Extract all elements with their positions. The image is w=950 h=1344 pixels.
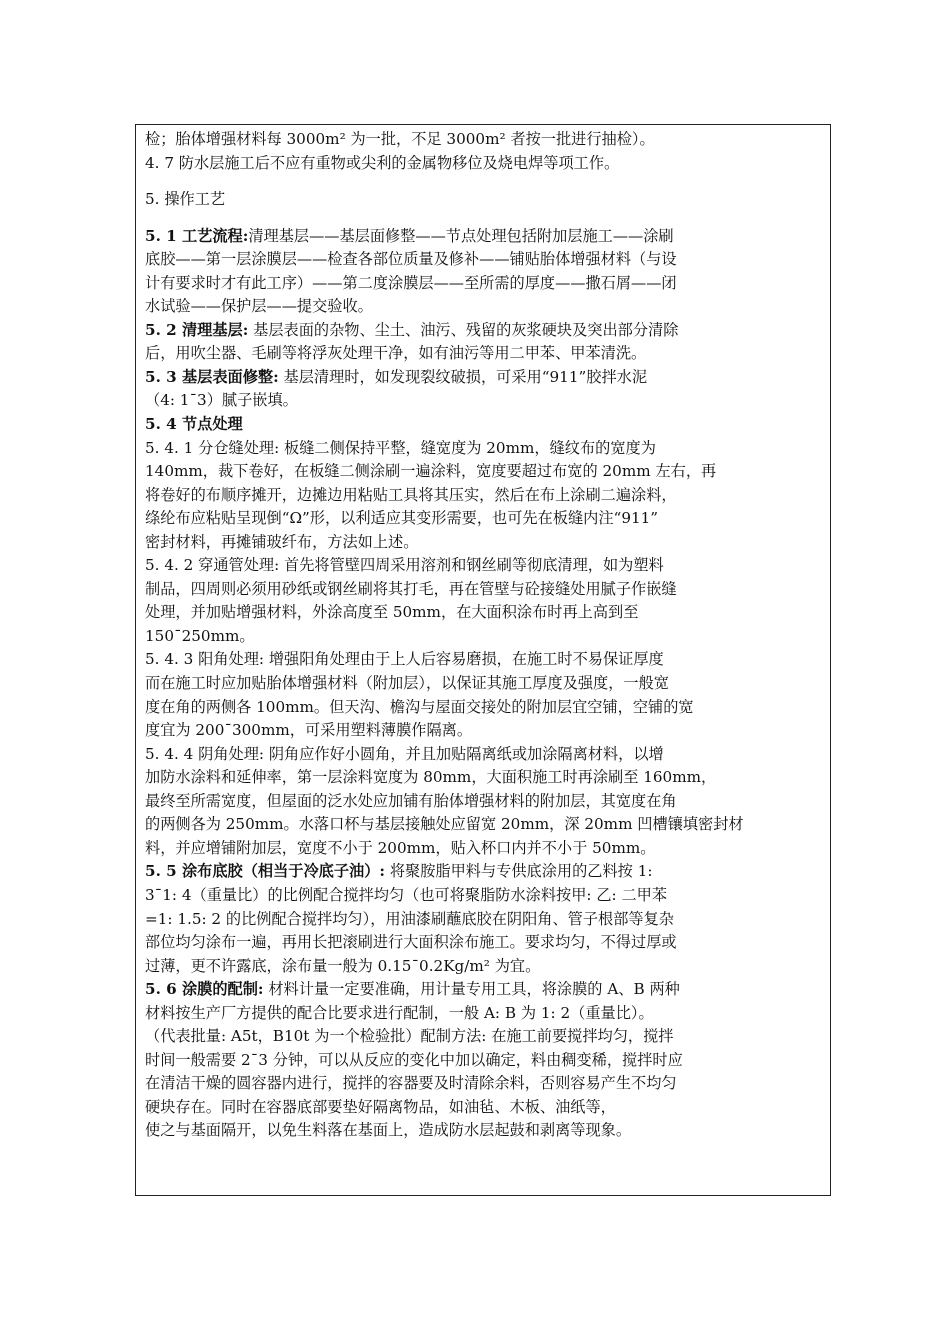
line-text: 材料计量一定要准确，用计量专用工具，将涂膜的 A、B 两种 (263, 980, 680, 999)
line-text: 基层清理时，如发现裂纹破损，可采用“911”胶拌水泥 (278, 367, 648, 386)
text-line (145, 719, 825, 743)
line-text: 过薄，更不许露底，涂布量一般为 0.15¯0.2Kg/m² 为宜。 (145, 956, 541, 975)
line-text: 将聚胺脂甲料与专供底涂用的乙料按 1: (385, 862, 653, 881)
line-text: 的两侧各为 250mm。水落口杯与基层接触处应留宽 20mm，深 20mm 凹槽镶填密封材 (145, 815, 744, 834)
text-line (145, 389, 825, 413)
text-line (145, 128, 825, 152)
text-line (145, 601, 825, 625)
text-line (145, 554, 825, 578)
text-line (145, 295, 825, 319)
text-line (145, 272, 825, 296)
line-text: 度在角的两侧各 100mm。但天沟、檐沟与屋面交接处的附加层宜空铺，空铺的宽 (145, 697, 694, 716)
text-line (145, 225, 825, 249)
text-line (145, 625, 825, 649)
line-text: （代表批量: A5t，B10t 为一个检验批）配制方法: 在施工前要搅拌均匀，搅拌 (145, 1027, 674, 1046)
text-line (145, 366, 825, 390)
text-line (145, 342, 825, 366)
text-line (145, 837, 825, 861)
line-text: 硬块存在。同时在容器底部要垫好隔离物品，如油毡、木板、油纸等， (145, 1097, 616, 1116)
text-line (145, 248, 825, 272)
line-text: 5. 4. 4 阴角处理: 阴角应作好小圆角，并且加贴隔离纸或加涂隔离材料，以增 (145, 744, 664, 763)
line-text: 后，用吹尘器、毛刷等将浮灰处理干净，如有油污等用二甲苯、甲苯清洗。 (145, 344, 647, 363)
text-line (145, 955, 825, 979)
line-text: （4: 1¯3）腻子嵌填。 (145, 391, 298, 410)
text-line (145, 531, 825, 555)
text-line (145, 908, 825, 932)
line-text: 将卷好的布顺序摊开，边摊边用粘贴工具将其压实，然后在布上涂刷二遍涂料， (145, 485, 677, 504)
line-text: 基层表面的杂物、尘土、油污、残留的灰浆硬块及突出部分清除 (248, 320, 679, 339)
text-line (145, 696, 825, 720)
text-line (145, 319, 825, 343)
text-line (145, 743, 825, 767)
line-text: 最终至所需宽度，但屋面的泛水处应加铺有胎体增强材料的附加层，其宽度在角 (145, 791, 677, 810)
text-line (145, 931, 825, 955)
line-text: 加防水涂料和延伸率，第一层涂料宽度为 80mm，大面积施工时再涂刷至 160mm， (145, 768, 717, 787)
text-line (145, 484, 825, 508)
line-text: 处理，并加贴增强材料，外涂高度至 50mm，在大面积涂布时再上高到至 (145, 603, 639, 622)
line-text: 水试验——保护层——提交验收。 (145, 297, 373, 316)
line-text: 绦纶布应粘贴呈现倒“Ω”形，以利适应其变形需要，也可先在板缝内注“911” (145, 509, 659, 528)
text-line (145, 507, 825, 531)
line-text: 检；胎体增强材料每 3000m² 为一批，不足 3000m² 者按一批进行抽检）。 (145, 130, 655, 148)
line-text: 5. 4. 3 阳角处理: 增强阳角处理由于上人后容易磨损，在施工时不易保证厚度 (145, 650, 664, 669)
text-line (145, 1025, 825, 1049)
text-line (145, 437, 825, 461)
section-heading: 5. 1 工艺流程: (145, 226, 249, 245)
line-text: 时间一般需要 2¯3 分钟，可以从反应的变化中加以确定，料由稠变稀，搅拌时应 (145, 1050, 683, 1069)
line-text: 使之与基面隔开，以免生料落在基面上，造成防水层起鼓和剥离等现象。 (145, 1121, 631, 1140)
text-line (145, 413, 825, 437)
text-line (145, 672, 825, 696)
line-text: 5. 4. 2 穿通管处理: 首先将管壁四周采用溶剂和钢丝刷等彻底清理，如为塑料 (145, 556, 664, 575)
text-line (145, 578, 825, 602)
text-line (145, 884, 825, 908)
text-line (145, 1049, 825, 1073)
text-line (145, 813, 825, 837)
section-heading: 5. 4 节点处理 (145, 415, 243, 434)
text-line (145, 860, 825, 884)
line-text: 底胶——第一层涂膜层——检查各部位质量及修补——铺贴胎体增强材料（与设 (145, 250, 677, 269)
line-text: 计有要求时才有此工序）——第二度涂膜层——至所需的厚度——撒石屑——闭 (145, 273, 677, 292)
text-line (145, 1096, 825, 1120)
text-line (145, 766, 825, 790)
line-text: 制品，四周则必须用砂纸或钢丝刷将其打毛，再在管壁与砼接缝处用腻子作嵌缝 (145, 579, 677, 598)
line-text: 5. 操作工艺 (145, 190, 226, 209)
line-text: 度宜为 200¯300mm，可采用塑料薄膜作隔离。 (145, 721, 473, 740)
line-text: 4. 7 防水层施工后不应有重物或尖利的金属物移位及烧电焊等项工作。 (145, 153, 620, 172)
blank-line (145, 212, 825, 225)
line-text: 密封材料，再摊铺玻纤布，方法如上述。 (145, 532, 419, 551)
line-text: 而在施工时应加贴胎体增强材料（附加层），以保证其施工厚度及强度，一般宽 (145, 674, 669, 693)
text-line (145, 1002, 825, 1026)
section-heading: 5. 6 涂膜的配制: (145, 980, 264, 999)
line-text: 150¯250mm。 (145, 626, 255, 645)
section-heading: 5. 3 基层表面修整: (145, 367, 279, 386)
text-line (145, 978, 825, 1002)
text-line (145, 460, 825, 484)
line-text: 140mm，裁下卷好，在板缝二侧涂刷一遍涂料，宽度要超过布宽的 20mm 左右，再 (145, 462, 717, 481)
text-line (145, 152, 825, 176)
line-text: 料，并应增铺附加层，宽度不小于 200mm，贴入杯口内并不小于 50mm。 (145, 838, 656, 857)
text-line (145, 648, 825, 672)
line-text: =1: 1.5: 2 的比例配合搅拌均匀），用油漆刷蘸底胶在阴阳角、管子根部等复杂 (145, 909, 674, 928)
section-heading: 5. 5 涂布底胶（相当于冷底子油）: (145, 862, 386, 881)
blank-line (145, 175, 825, 188)
text-line (145, 790, 825, 814)
document-body (145, 128, 825, 1143)
line-text: 清理基层——基层面修整——节点处理包括附加层施工——涂刷 (248, 226, 674, 245)
text-line (145, 1072, 825, 1096)
line-text: 5. 4. 1 分仓缝处理: 板缝二侧保持平整，缝宽度为 20mm，缝纹布的宽度为 (145, 438, 656, 457)
text-line (145, 1119, 825, 1143)
section-heading: 5. 2 清理基层: (145, 320, 249, 339)
text-line (145, 188, 825, 212)
line-text: 在清洁干燥的圆容器内进行，搅拌的容器要及时清除余料，否则容易产生不均匀 (145, 1074, 677, 1093)
line-text: 部位均匀涂布一遍，再用长把滚刷进行大面积涂布施工。要求均匀，不得过厚或 (145, 933, 677, 952)
line-text: 3¯1: 4（重量比）的比例配合搅拌均匀（也可将聚脂防水涂料按甲: 乙: 二甲苯 (145, 885, 668, 904)
line-text: 材料按生产厂方提供的配合比要求进行配制，一般 A: B 为 1: 2（重量比）。 (145, 1003, 654, 1022)
